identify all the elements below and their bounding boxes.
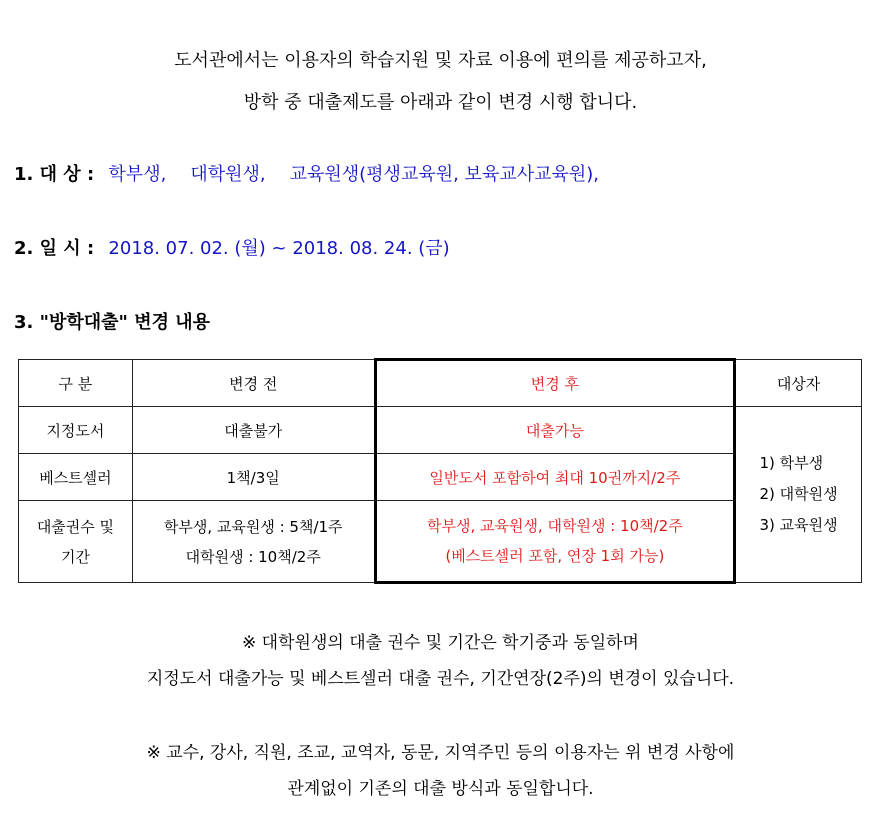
- table-row: [19, 407, 862, 454]
- note-graduate-line-1: ※ 대학원생의 대출 권수 및 기간은 학기중과 동일하며: [242, 633, 639, 653]
- header-after: 변경 후: [375, 360, 735, 407]
- section-period-label: 2. 일 시 :: [14, 238, 95, 259]
- section-target-label: 1. 대 상 :: [14, 164, 95, 185]
- row-category: [19, 501, 133, 583]
- note-graduate-line-2: 지정도서 대출가능 및 베스트셀러 대출 권수, 기간연장(2주)의 변경이 있습니다.: [146, 669, 735, 689]
- changes-table: [18, 358, 862, 584]
- row-after-line: (베스트셀러 포함, 연장 1회 가능): [445, 547, 665, 565]
- intro-line-1: 도서관에서는 이용자의 학습지원 및 자료 이용에 편의를 제공하고자,: [174, 50, 707, 71]
- section-target: [14, 160, 599, 186]
- target-list-item: 1) 학부생: [759, 454, 824, 472]
- section-changes-title: 3. "방학대출" 변경 내용: [14, 312, 211, 333]
- table-header-row: [19, 360, 862, 407]
- header-target: 대상자: [735, 360, 862, 407]
- row-after: 대출가능: [375, 407, 735, 454]
- row-before-line: 학부생, 교육원생 : 5책/1주: [163, 517, 343, 536]
- row-after: [375, 501, 735, 583]
- target-graduate: 대학원생,: [190, 164, 266, 185]
- row-before: [132, 501, 375, 583]
- target-list-cell: [735, 407, 862, 583]
- row-before-line: 대학원생 : 10책/2주: [185, 547, 321, 566]
- row-before: 1책/3일: [132, 454, 375, 501]
- header-category: 구 분: [19, 360, 133, 407]
- section-target-values: [108, 164, 599, 185]
- row-after: 일반도서 포함하여 최대 10권까지/2주: [375, 454, 735, 501]
- target-education: 교육원생(평생교육원, 보육교사교육원),: [289, 164, 600, 185]
- section-period-value: 2018. 07. 02. (월) ~ 2018. 08. 24. (금): [108, 238, 450, 259]
- target-list: [759, 448, 837, 541]
- header-before: 변경 전: [132, 360, 375, 407]
- note-staff-line-1: ※ 교수, 강사, 직원, 조교, 교역자, 동문, 지역주민 등의 이용자는 위 변경 사항에: [146, 743, 735, 763]
- row-category: 베스트셀러: [19, 454, 133, 501]
- row-before: 대출불가: [132, 407, 375, 454]
- target-list-item: 3) 교육원생: [759, 516, 838, 534]
- row-category: 지정도서: [19, 407, 133, 454]
- note-staff-line-2: 관계없이 기존의 대출 방식과 동일합니다.: [287, 779, 594, 799]
- section-period: [14, 234, 450, 260]
- row-after-line: 학부생, 교육원생, 대학원생 : 10책/2주: [426, 517, 683, 535]
- target-undergrad: 학부생,: [108, 164, 167, 185]
- row-category-line: 대출권수 및: [36, 517, 115, 536]
- target-list-item: 2) 대학원생: [759, 485, 838, 503]
- row-category-line: 기간: [60, 547, 90, 566]
- intro-line-2: 방학 중 대출제도를 아래과 같이 변경 시행 합니다.: [243, 92, 638, 113]
